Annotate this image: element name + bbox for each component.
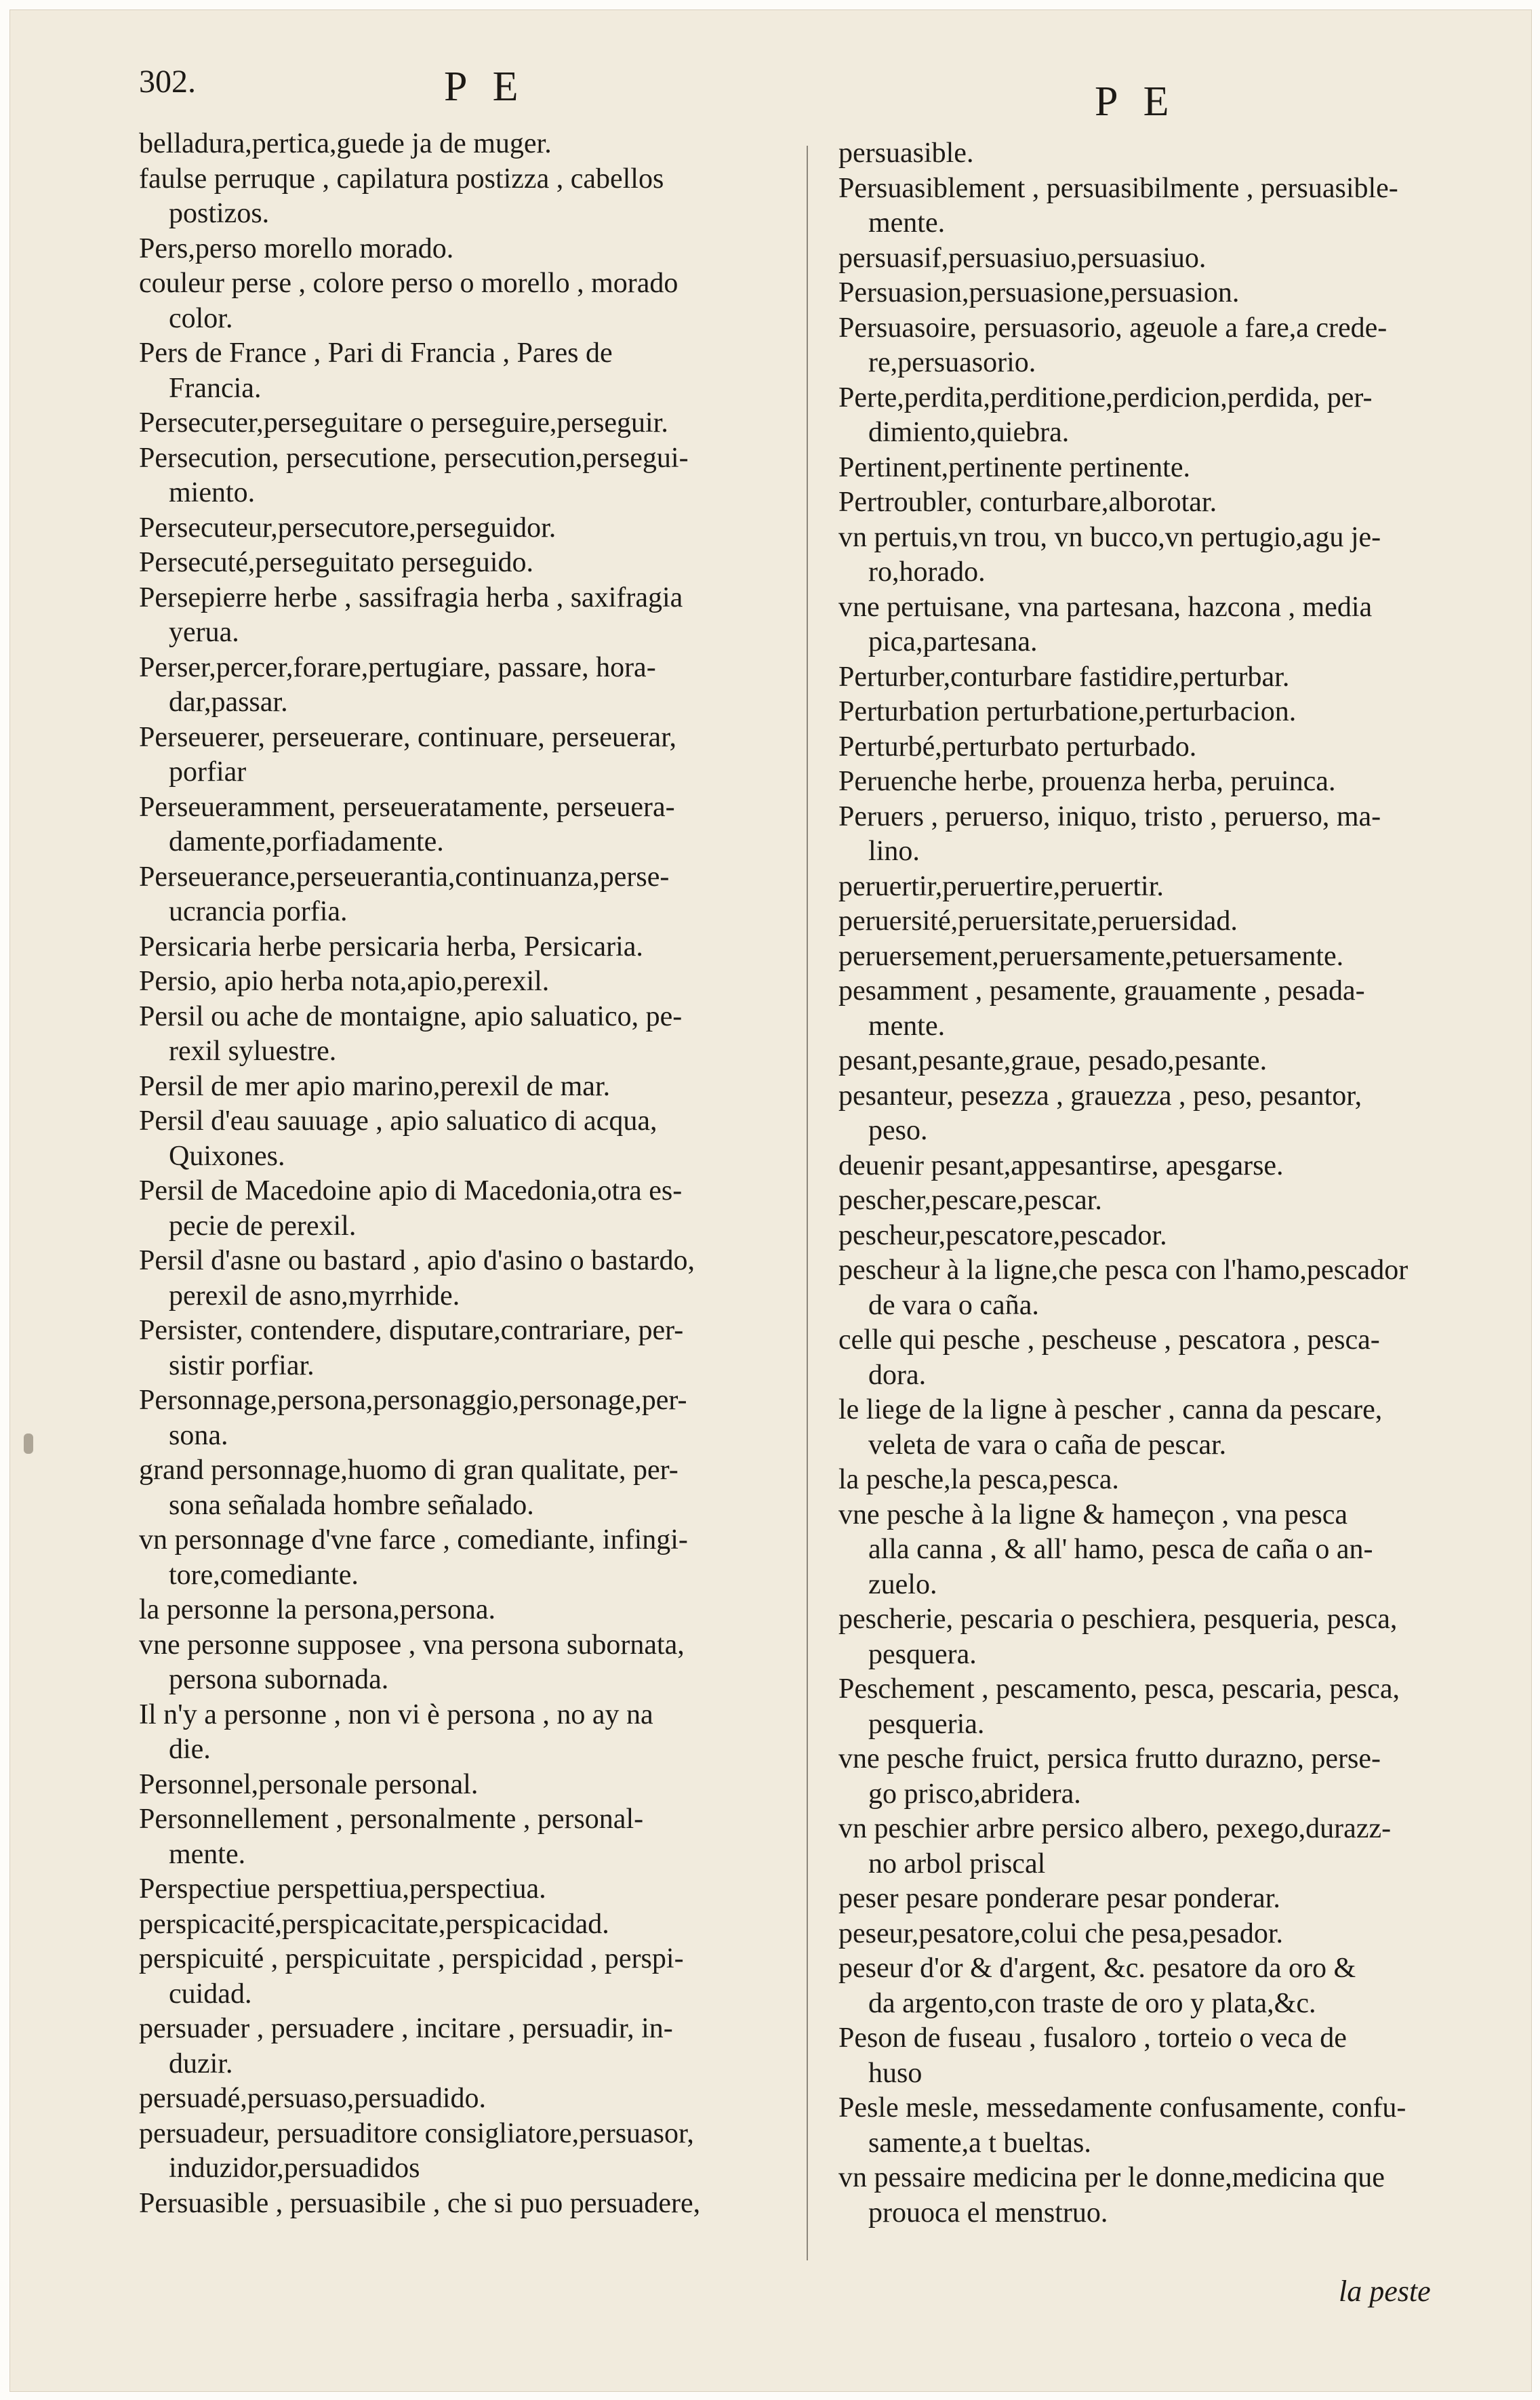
entry-continuation: die. [169, 1734, 211, 1765]
dictionary-entry [838, 1149, 1489, 1184]
dictionary-entry [139, 1383, 776, 1453]
entry-headline: Peruers , peruerso, iniquo, tristo , peruerso, ma- [838, 800, 1381, 832]
entry-continuation: pica,partesana. [868, 626, 1038, 657]
entry-headline: Persil de mer apio marino,perexil de mar. [139, 1070, 611, 1102]
entry-headline: persuader , persuadere , incitare , persuadir, in- [139, 2013, 673, 2044]
entry-continuation: de vara o caña. [868, 1289, 1039, 1321]
entry-headline: couleur perse , colore perso o morello , morado [139, 268, 678, 299]
entry-continuation: damente,porfiadamente. [169, 826, 444, 857]
entry-headline: Perseuerance,perseuerantia,continuanza,perse- [139, 861, 670, 893]
entry-continuation: sistir porfiar. [169, 1349, 315, 1381]
entry-continuation: postizos. [169, 198, 270, 229]
entry-continuation: tore,comediante. [169, 1559, 359, 1591]
dictionary-entry [838, 485, 1489, 521]
entry-headline: pescheur,pescatore,pescador. [838, 1219, 1167, 1251]
entry-headline: vn pessaire medicina per le donne,medicina que [838, 2162, 1385, 2193]
dictionary-entry [838, 1079, 1489, 1149]
dictionary-entry [139, 1768, 776, 1803]
entry-continuation: peso. [868, 1115, 928, 1146]
dictionary-entry [139, 1104, 776, 1174]
entry-headline: Persil de Macedoine apio di Macedonia,otra es- [139, 1175, 683, 1206]
dictionary-entry [139, 511, 776, 546]
entry-continuation: induzidor,persuadidos [169, 2153, 420, 2184]
entry-headline: Personnellement , personalmente , personal- [139, 1804, 644, 1835]
dictionary-entry [838, 904, 1489, 939]
dictionary-entry [838, 695, 1489, 730]
dictionary-entry [139, 232, 776, 267]
entry-headline: Persister, contendere, disputare,contrariare, per- [139, 1315, 684, 1346]
dictionary-entry [139, 1907, 776, 1943]
entry-headline: Personnel,personale personal. [139, 1768, 479, 1800]
dictionary-entry [838, 241, 1489, 277]
entry-continuation: dar,passar. [169, 687, 288, 718]
entry-headline: vne personne supposee , vna persona subornata, [139, 1629, 685, 1661]
entry-continuation: rexil syluestre. [169, 1036, 337, 1067]
entry-headline: Persio, apio herba nota,apio,perexil. [139, 966, 550, 997]
entry-continuation: no arbol priscal [868, 1848, 1046, 1879]
dictionary-entry [139, 2081, 776, 2117]
entry-headline: pescheur à la ligne,che pesca con l'hamo,pescador [838, 1255, 1409, 1286]
entry-headline: Perseuerer, perseuerare, continuare, perseuerar, [139, 721, 676, 753]
dictionary-entry [139, 1523, 776, 1593]
dictionary-entry [139, 406, 776, 441]
dictionary-entry [838, 660, 1489, 695]
entry-headline: celle qui pesche , pescheuse , pescatora , pesca- [838, 1324, 1380, 1356]
entry-headline: Pers de France , Pari di Francia , Pares de [139, 338, 613, 369]
entry-continuation: dora. [868, 1359, 927, 1391]
entry-headline: Persuasiblement , persuasibilmente , persuasible- [838, 172, 1398, 204]
entry-continuation: color. [169, 302, 233, 334]
entry-headline: vne pesche fruict, persica frutto durazno, perse- [838, 1743, 1381, 1774]
dictionary-entry [838, 870, 1489, 905]
entry-continuation: miento. [169, 477, 256, 508]
entry-continuation: dimiento,quiebra. [868, 417, 1070, 448]
entry-headline: Persuasion,persuasione,persuasion. [838, 277, 1240, 308]
entry-continuation: re,persuasorio. [868, 347, 1036, 378]
entry-continuation: Quixones. [169, 1140, 285, 1172]
entry-headline: Peschement , pescamento, pesca, pescaria, pesca, [838, 1673, 1400, 1705]
entry-headline: peser pesare ponderare pesar ponderar. [838, 1883, 1280, 1914]
right-running-head: P E [1095, 79, 1177, 125]
entry-headline: peseur d'or & d'argent, &c. pesatore da oro & [838, 1953, 1356, 1984]
column-divider [807, 146, 808, 2260]
entry-continuation: porfiar [169, 756, 247, 788]
entry-headline: Persecuter,perseguitare o perseguire,perseguir. [139, 407, 668, 439]
entry-headline: persuasif,persuasiuo,persuasiuo. [838, 242, 1207, 274]
entry-continuation: pesqueria. [868, 1708, 985, 1740]
dictionary-entry [838, 974, 1489, 1044]
entry-headline: persuasible. [838, 138, 974, 169]
entry-continuation: sona señalada hombre señalado. [169, 1489, 534, 1521]
entry-continuation: pecie de perexil. [169, 1210, 357, 1242]
entry-headline: Peson de fuseau , fusaloro , torteio o veca de [838, 2022, 1347, 2054]
entry-headline: Persil d'eau sauuage , apio saluatico di acqua, [139, 1105, 657, 1137]
dictionary-entry [139, 2187, 776, 2222]
entry-continuation: prouoca el menstruo. [868, 2197, 1108, 2229]
entry-headline: Persecuté,perseguitato perseguido. [139, 547, 533, 578]
ink-blot [24, 1433, 33, 1454]
entry-continuation: duzir. [169, 2048, 233, 2079]
entry-headline: peruersité,peruersitate,peruersidad. [838, 906, 1238, 937]
dictionary-entry [139, 1000, 776, 1070]
entry-headline: Persecuteur,persecutore,perseguidor. [139, 512, 556, 544]
entry-headline: Pertroubler, conturbare,alborotar. [838, 487, 1217, 518]
dictionary-entry [838, 1917, 1489, 1952]
dictionary-entry [139, 1698, 776, 1768]
dictionary-entry [838, 1463, 1489, 1498]
dictionary-entry [838, 800, 1489, 870]
entry-headline: perspicacité,perspicacitate,perspicacidad. [139, 1908, 609, 1940]
dictionary-entry [838, 1672, 1489, 1742]
dictionary-entry [838, 1393, 1489, 1463]
entry-headline: vne pesche à la ligne & hameçon , vna pesca [838, 1499, 1348, 1530]
dictionary-entry [838, 1812, 1489, 1882]
entry-continuation: Francia. [169, 372, 262, 404]
entry-continuation: mente. [868, 1010, 946, 1042]
dictionary-entry [139, 162, 776, 232]
catchword: la peste [1339, 2275, 1431, 2308]
entry-headline: persuadeur, persuaditore consigliatore,persuasor, [139, 2117, 694, 2149]
entry-continuation: yerua. [169, 617, 239, 648]
dictionary-entry [139, 2117, 776, 2187]
left-column [139, 127, 776, 2221]
dictionary-entry [838, 311, 1489, 381]
entry-continuation: persona subornada. [169, 1664, 389, 1695]
dictionary-entry [139, 720, 776, 790]
entry-continuation: samente,a t bueltas. [868, 2127, 1091, 2159]
dictionary-entry [838, 1882, 1489, 1917]
entry-headline: peruertir,peruertire,peruertir. [838, 870, 1164, 902]
entry-headline: grand personnage,huomo di gran qualitate, per- [139, 1455, 678, 1486]
entry-continuation: mente. [169, 1838, 246, 1870]
dictionary-entry [838, 136, 1489, 171]
dictionary-entry [838, 765, 1489, 800]
dictionary-entry [838, 276, 1489, 311]
entry-headline: peseur,pesatore,colui che pesa,pesador. [838, 1917, 1284, 1949]
entry-headline: vn personnage d'vne farce , comediante, infingi- [139, 1524, 688, 1555]
dictionary-entry [139, 1802, 776, 1872]
entry-headline: persuadé,persuaso,persuadido. [139, 2083, 486, 2114]
entry-headline: Pers,perso morello morado. [139, 232, 454, 264]
dictionary-entry [838, 1602, 1489, 1672]
dictionary-entry [139, 1314, 776, 1383]
entry-headline: Perturbé,perturbato perturbado. [838, 731, 1197, 762]
dictionary-entry [139, 1070, 776, 1105]
entry-headline: pescherie, pescaria o peschiera, pesqueria, pesca, [838, 1604, 1398, 1635]
dictionary-entry [139, 2012, 776, 2081]
dictionary-entry [838, 590, 1489, 660]
entry-continuation: zuelo. [868, 1568, 937, 1600]
entry-headline: Persil d'asne ou bastard , apio d'asino o bastardo, [139, 1245, 695, 1276]
dictionary-entry [139, 651, 776, 720]
entry-headline: Peruenche herbe, prouenza herba, peruinca. [838, 766, 1336, 797]
entry-headline: Persecution, persecutione, persecution,persegui- [139, 442, 689, 474]
dictionary-entry [139, 441, 776, 511]
entry-continuation: go prisco,abridera. [868, 1778, 1081, 1810]
dictionary-entry [139, 1628, 776, 1698]
entry-headline: Pesle mesle, messedamente confusamente, confu- [838, 2092, 1406, 2123]
right-column [838, 136, 1489, 2231]
dictionary-entry [139, 1453, 776, 1523]
dictionary-entry [838, 939, 1489, 975]
book-page [9, 9, 1532, 2392]
dictionary-entry [139, 581, 776, 651]
entry-headline: Persicaria herbe persicaria herba, Persicaria. [139, 931, 643, 962]
dictionary-entry [838, 2021, 1489, 2091]
entry-continuation: cuidad. [169, 1978, 252, 2010]
entry-continuation: da argento,con traste de oro y plata,&c. [868, 1987, 1316, 2019]
entry-headline: vn peschier arbre persico albero, pexego,durazz- [838, 1813, 1392, 1844]
entry-continuation: mente. [868, 207, 946, 239]
dictionary-entry [139, 1174, 776, 1244]
entry-headline: Perspectiue perspettiua,perspectiua. [139, 1873, 546, 1905]
entry-continuation: ucrancia porfia. [169, 896, 348, 927]
entry-headline: Persuasible , persuasibile , che si puo persuadere, [139, 2187, 701, 2219]
dictionary-entry [838, 451, 1489, 486]
entry-headline: Perser,percer,forare,pertugiare, passare, hora- [139, 651, 656, 683]
entry-continuation: sona. [169, 1419, 228, 1451]
entry-continuation: perexil de asno,myrrhide. [169, 1280, 460, 1311]
left-running-head: P E [444, 64, 527, 110]
entry-headline: Il n'y a personne , non vi è persona , no ay na [139, 1699, 653, 1730]
entry-headline: la pesche,la pesca,pesca. [838, 1464, 1119, 1495]
dictionary-entry [139, 964, 776, 1000]
dictionary-entry [139, 266, 776, 336]
entry-headline: pesamment , pesamente, grauamente , pesada- [838, 975, 1365, 1006]
entry-headline: perspicuité , perspicuitate , perspicidad , perspi- [139, 1943, 684, 1974]
dictionary-entry [139, 336, 776, 406]
dictionary-entry [838, 1742, 1489, 1812]
entry-headline: pesant,pesante,graue, pesado,pesante. [838, 1045, 1268, 1076]
dictionary-entry [139, 930, 776, 965]
dictionary-entry [838, 171, 1489, 241]
page-number: 302. [139, 64, 196, 100]
entry-headline: faulse perruque , capilatura postizza , cabellos [139, 163, 664, 195]
entry-headline: Perte,perdita,perditione,perdicion,perdida, per- [838, 382, 1373, 413]
dictionary-entry [838, 1498, 1489, 1603]
dictionary-entry [139, 1244, 776, 1314]
dictionary-entry [838, 1951, 1489, 2021]
entry-continuation: lino. [868, 836, 920, 867]
entry-headline: Perturbation perturbatione,perturbacion. [838, 696, 1297, 727]
entry-continuation: ro,horado. [868, 556, 986, 588]
dictionary-entry [139, 1593, 776, 1628]
entry-headline: Personnage,persona,personaggio,personage,per- [139, 1385, 687, 1416]
dictionary-entry [139, 1872, 776, 1907]
entry-headline: vne pertuisane, vna partesana, hazcona , media [838, 591, 1373, 623]
dictionary-entry [838, 381, 1489, 451]
entry-headline: belladura,pertica,guede ja de muger. [139, 128, 552, 159]
entry-headline: Perseueramment, perseueratamente, perseuera- [139, 791, 675, 823]
entry-continuation: huso [868, 2057, 923, 2089]
dictionary-entry [838, 2091, 1489, 2161]
dictionary-entry [838, 521, 1489, 590]
entry-headline: Perturber,conturbare fastidire,perturbar. [838, 661, 1290, 693]
dictionary-entry [139, 1942, 776, 2012]
dictionary-entry [838, 1253, 1489, 1323]
dictionary-entry [838, 1044, 1489, 1079]
entry-headline: Persil ou ache de montaigne, apio saluatico, pe- [139, 1000, 683, 1032]
dictionary-entry [139, 860, 776, 930]
entry-headline: pescher,pescare,pescar. [838, 1185, 1102, 1216]
entry-continuation: veleta de vara o caña de pescar. [868, 1429, 1227, 1461]
dictionary-entry [838, 1323, 1489, 1393]
entry-headline: le liege de la ligne à pescher , canna da pescare, [838, 1394, 1383, 1425]
entry-continuation: alla canna , & all' hamo, pesca de caña o an- [868, 1534, 1373, 1565]
entry-headline: deuenir pesant,appesantirse, apesgarse. [838, 1150, 1284, 1181]
entry-headline: peruersement,peruersamente,petuersamente. [838, 940, 1344, 972]
entry-headline: la personne la persona,persona. [139, 1594, 495, 1625]
entry-headline: Persuasoire, persuasorio, ageuole a fare,a crede- [838, 312, 1387, 344]
entry-headline: pesanteur, pesezza , grauezza , peso, pesantor, [838, 1080, 1362, 1112]
dictionary-entry [838, 1219, 1489, 1254]
dictionary-entry [838, 1183, 1489, 1219]
dictionary-entry [139, 546, 776, 581]
entry-headline: Persepierre herbe , sassifragia herba , saxifragia [139, 582, 683, 613]
dictionary-entry [838, 730, 1489, 765]
dictionary-entry [838, 2161, 1489, 2231]
entry-headline: Pertinent,pertinente pertinente. [838, 451, 1190, 483]
entry-continuation: pesquera. [868, 1638, 977, 1670]
entry-headline: vn pertuis,vn trou, vn bucco,vn pertugio,agu je- [838, 521, 1381, 553]
dictionary-entry [139, 127, 776, 162]
dictionary-entry [139, 790, 776, 860]
